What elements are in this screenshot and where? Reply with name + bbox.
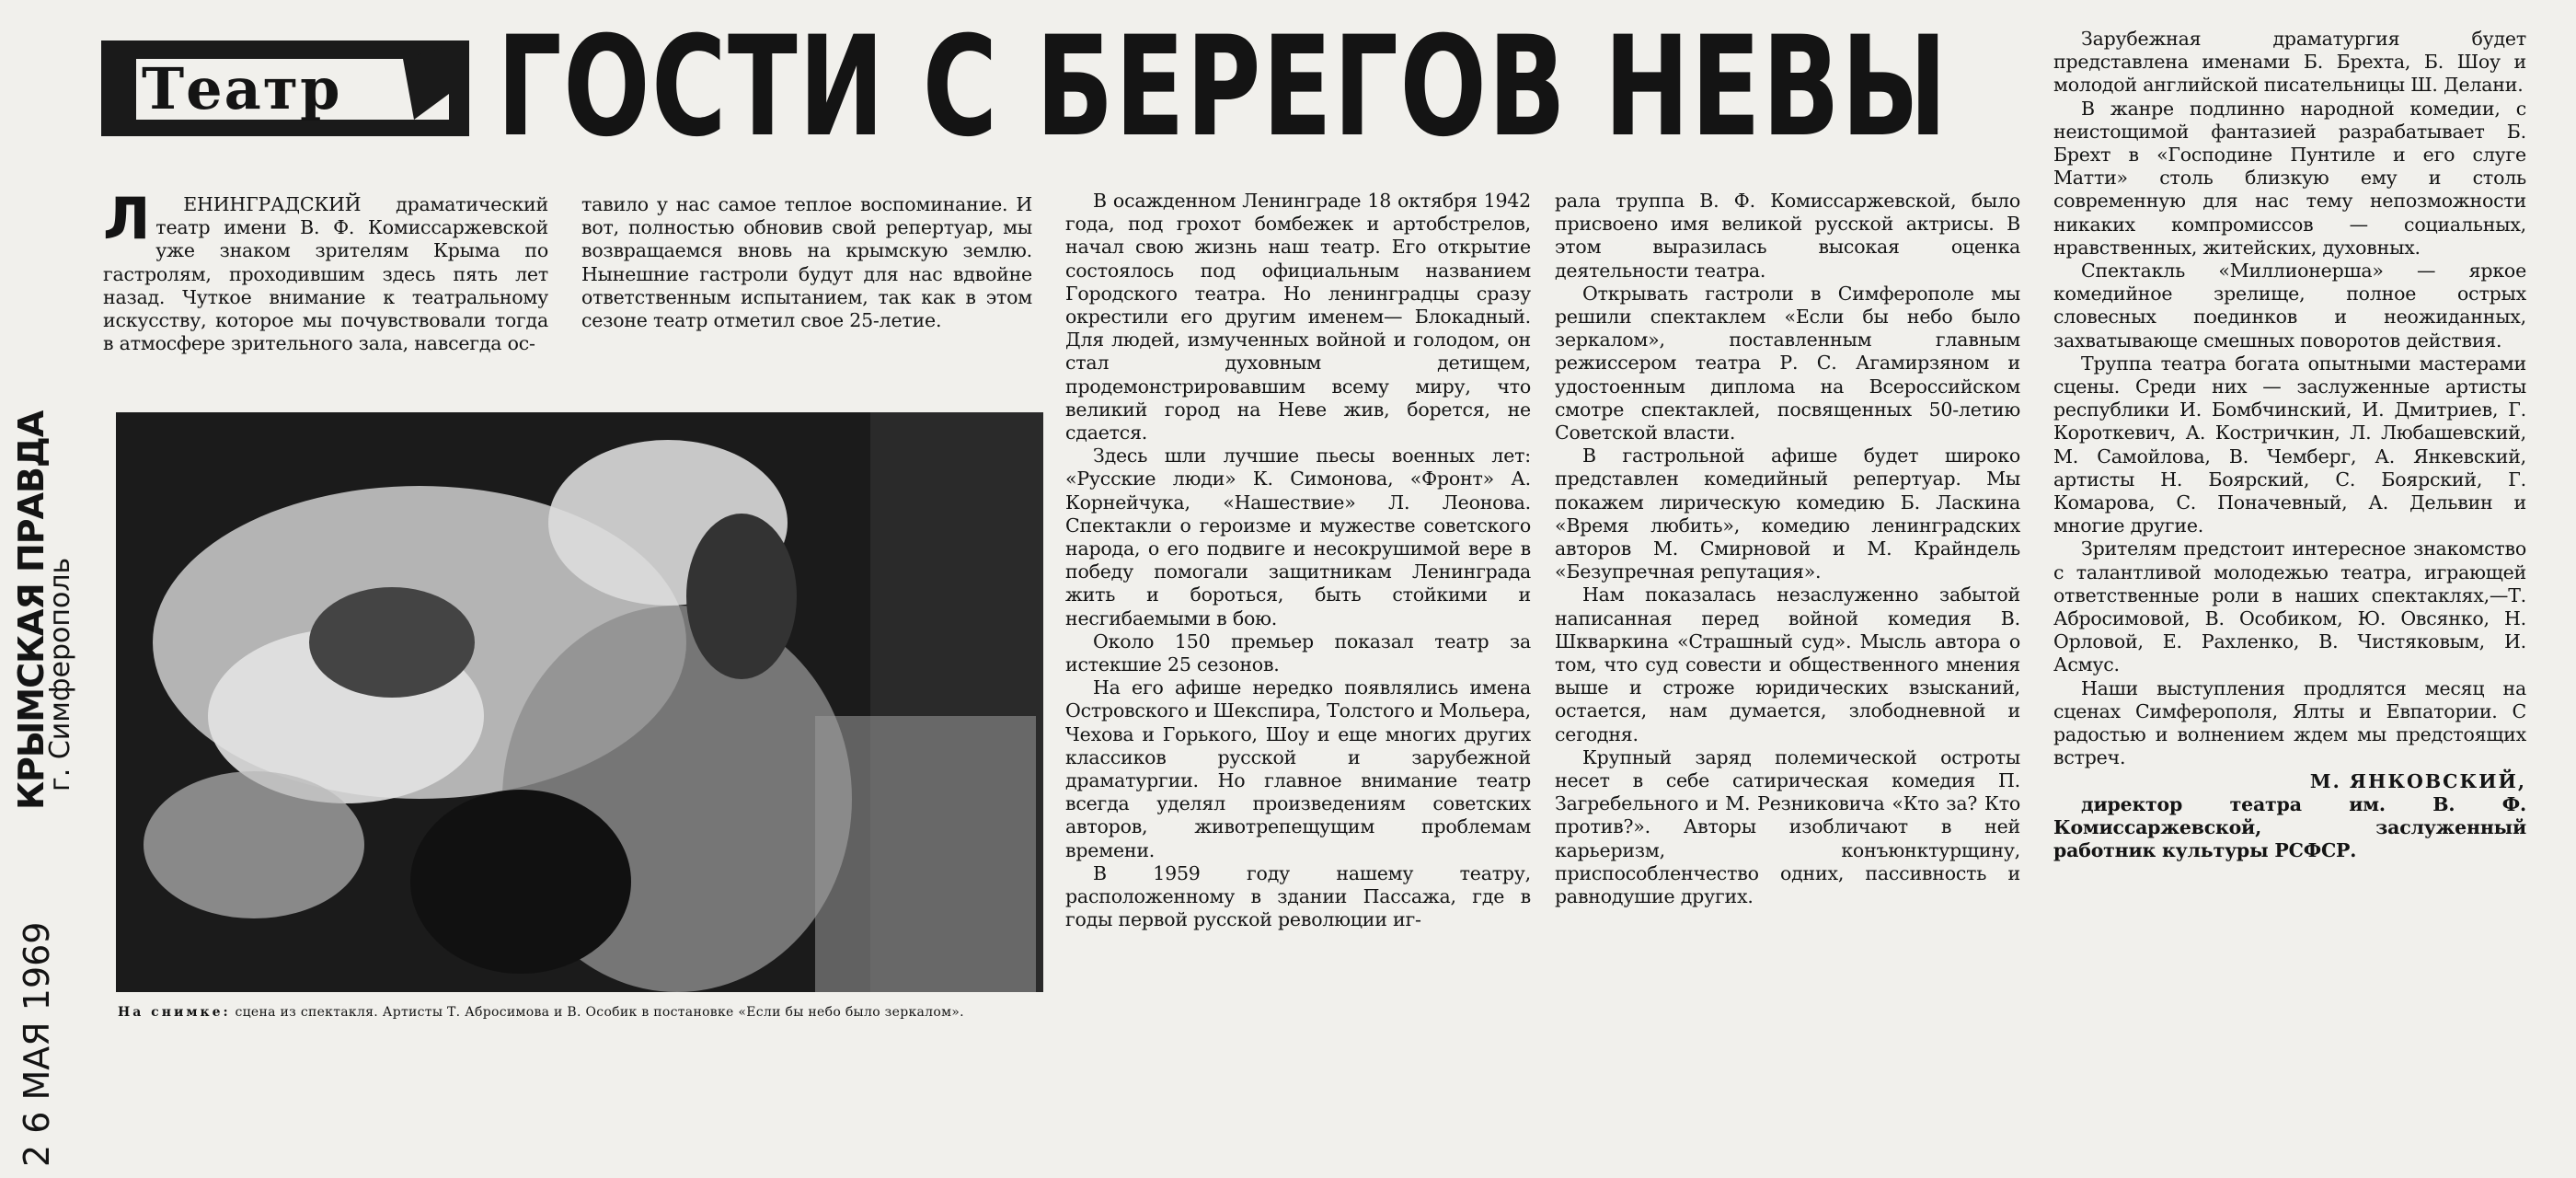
caption-lead: На снимке: (118, 1005, 231, 1020)
article-column-4 (1555, 190, 2020, 908)
paragraph: Наши выступления продлятся месяц на сценах Симферополя, Ялты и Евпатории. С радостью и волнением ждем мы предстоящих встреч. (2053, 676, 2526, 769)
paragraph: Здесь шли лучшие пьесы военных лет: «Русские люди» К. Симонова, «Фронт» А. Корнейчука, «Нашествие» Л. Леонова. Спектакли о героизме и мужестве советского народа, о его подвиге и несокрушимой вере в победу помогали защитникам Ленинграда жить и бороться, быть стойкими и несгибаемыми в бою. (1065, 445, 1531, 629)
drop-cap: Л (103, 185, 151, 252)
paragraph: Открывать гастроли в Симферополе мы решили спектаклем «Если бы небо было зеркалом», поставленным главным режиссером театра Р. С. Агамирзяном и удостоенным диплома на Всероссийском смотре спектаклей, посвященных 50-летию Советской власти. (1555, 282, 2020, 445)
newspaper-sidebar (4, 0, 76, 1178)
rubric-label: Театр (142, 55, 342, 122)
article-column-3 (1065, 190, 1531, 932)
paragraph: Зрителям предстоит интересное знакомство с талантливой молодежью театра, играющей ответственные роли в наших спектаклях,—Т. Абросимовой, В. Особиком, Ю. Овсянко, Н. Орловой, Е. Рахленко, В. Чистяковым, И. Асмус. (2053, 537, 2526, 676)
article-column-2 (581, 193, 1032, 332)
headline: ГОСТИ С БЕРЕГОВ НЕВЫ (497, 7, 1949, 167)
paragraph: Крупный заряд полемической остроты несет в себе сатирическая комедия П. Загребельного и М. Резниковича «Кто за? Кто против?». Авторы изобличают в ней карьеризм, конъюнктурщину, приспособленчество одних, пассивность и равнодушие других. (1555, 745, 2020, 908)
author-signature: М. ЯНКОВСКИЙ, (2309, 769, 2526, 792)
paragraph: На его афише нередко появлялись имена Островского и Шекспира, Толстого и Мольера, Чехова и Горького, Шоу и еще многих других классиков русской и зарубежной драматургии. Но главное внимание театр всегда уделял произведениям советских авторов, животрепещущим проблемам времени. (1065, 676, 1531, 861)
author-position: директор театра им. В. Ф. Комиссаржевской, заслуженный работник культуры РСФСР. (2053, 792, 2526, 862)
article-column-5 (2053, 28, 2526, 862)
paragraph: Труппа театра богата опытными мастерами сцены. Среди них — заслуженные артисты республики И. Бомбчинский, И. Дмитриев, Г. Короткевич, А. Костричкин, Л. Любашевский, М. Самойлова, В. Чемберг, А. Янкевский, артисты Н. Боярский, С. Боярский, Г. Комарова, С. Поначевный, А. Дельвин и многие другие. (2053, 352, 2526, 537)
paragraph: Около 150 премьер показал театр за истекшие 25 сезонов. (1065, 629, 1531, 676)
photo-scene (116, 412, 1043, 992)
publication-date: 2 6 МАЯ 1969 (17, 921, 57, 1167)
paragraph: Спектакль «Миллионерша» — яркое комедийное зрелище, полное острых словесных поединков и неожиданных, захватывающе смешных поворотов действия. (2053, 260, 2526, 352)
article-column-1 (103, 185, 548, 355)
paragraph: В 1959 году нашему театру, расположенному в здании Пассажа, где в годы первой русской революции иг- (1065, 861, 1531, 931)
paragraph: Зарубежная драматургия будет представлена именами Б. Брехта, Б. Шоу и молодой английской писательницы Ш. Делани. (2053, 28, 2526, 97)
paragraph: рала труппа В. Ф. Комиссаржевской, было присвоено имя великой русской актрисы. В этом выразилась высокая оценка деятельности театра. (1555, 190, 2020, 282)
paragraph: В осажденном Ленинграде 18 октября 1942 года, под грохот бомбежек и артобстрелов, начал свою жизнь наш театр. Его открытие состоялось под официальным названием Городского театра. Но ленинградцы сразу окрестили его другим именем— Блокадный. Для людей, измученных войной и голодом, он стал духовным детищем, продемонстрировавшим всему миру, что великий город на Неве жив, борется, не сдается. (1065, 190, 1531, 445)
paragraph: Нам показалась незаслуженно забытой написанная перед войной комедия В. Шкваркина «Страшный суд». Мысль автора о том, что суд совести и общественного мнения выше и строже юридических взысканий, остается, нам думается, злободневной и сегодня. (1555, 583, 2020, 745)
stage-photo (116, 412, 1043, 992)
paragraph: В жанре подлинно народной комедии, с неистощимой фантазией разрабатывает Б. Брехт в «Господине Пунтиле и его слуге Матти» столь близкую ему и столь современную для нас тему непозможности никаких компромиссов — социальных, нравственных, житейских, духовных. (2053, 97, 2526, 259)
caption-text: сцена из спектакля. Артисты Т. Абросимова и В. Особик в постановке «Если бы небо было зеркалом». (235, 1005, 964, 1020)
newspaper-name: КРЫМСКАЯ ПРАВДА (11, 410, 52, 810)
photo-caption (118, 1003, 1038, 1022)
paragraph: В гастрольной афише будет широко представлен комедийный репертуар. Мы покажем лирическую комедию Б. Ласкина «Время любить», комедию ленинградских авторов М. Смирновой и М. Крайндель «Безупречная репутация». (1555, 445, 2020, 583)
paragraph: Л ЕНИНГРАДСКИЙ драматический театр имени В. Ф. Комиссаржевской уже знаком зрителям Крыма по гастролям, проходившим здесь пять лет назад. Чуткое внимание к театральному искусству, которое мы почувствовали тогда в атмосфере зрительного зала, навсегда ос- (103, 193, 548, 355)
newspaper-city: г. Симферополь (44, 557, 76, 791)
paragraph: тавило у нас самое теплое воспоминание. И вот, полностью обновив свой репертуар, мы возвращаемся вновь на крымскую землю. Нынешние гастроли будут для нас вдвойне ответственным испытанием, так как в этом сезоне театр отметил свое 25-летие. (581, 193, 1032, 332)
rubric-box (99, 39, 477, 140)
